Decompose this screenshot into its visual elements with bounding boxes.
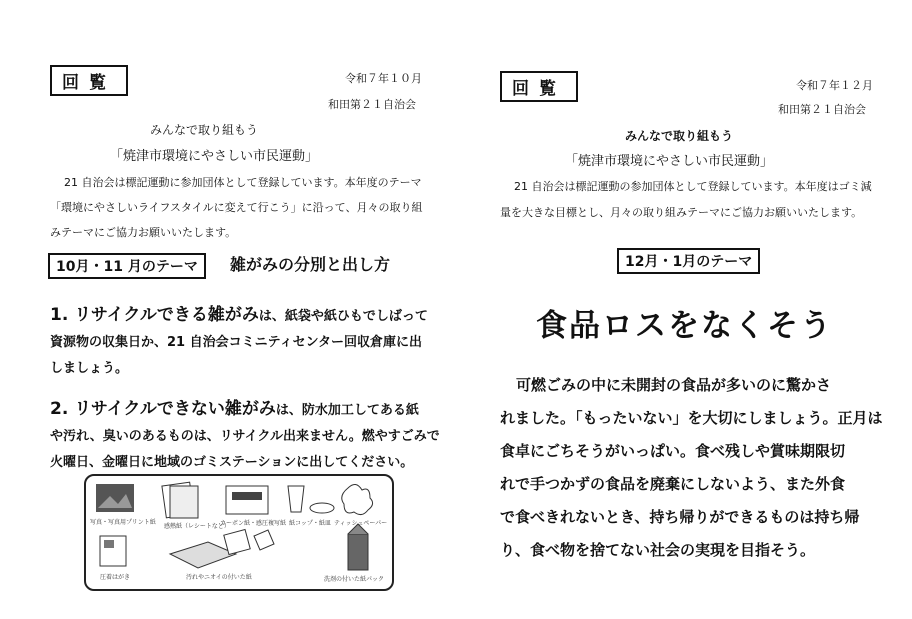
caption: 感熱紙（レシートなど） bbox=[164, 523, 230, 530]
pizza-box-icon bbox=[170, 542, 236, 568]
body-line: 21 自治会は標記運動に参加団体として登録しています。本年度のテーマ bbox=[64, 176, 422, 189]
list-item-non-recyclable bbox=[50, 396, 440, 476]
list-item-recyclable bbox=[50, 302, 440, 382]
body-line: 量を大きな目標とし、月々の取り組みテーマにご協力お願いいたします。 bbox=[500, 206, 863, 219]
paragraph-line: り、食べ物を捨てない社会の実現を目指そう。 bbox=[500, 541, 816, 559]
caption: カーボン紙・感圧複写紙 bbox=[220, 520, 287, 527]
caption: 圧着はがき bbox=[100, 574, 131, 581]
theme-label: 10月・11 月のテーマ bbox=[48, 253, 206, 279]
body-text bbox=[50, 176, 440, 240]
theme-title: 雑がみの分別と出し方 bbox=[230, 255, 391, 274]
tissue-icon bbox=[342, 484, 373, 514]
carbon-strip bbox=[232, 492, 262, 500]
intro-text: みんなで取り組もう bbox=[625, 129, 734, 143]
body-text bbox=[500, 180, 900, 220]
item-line: 火曜日、金曜日に地域のゴミステーションに出してください。 bbox=[50, 455, 414, 470]
body-line: 「環境にやさしいライフスタイルに変えて行こう」に沿って、月々の取り組 bbox=[50, 201, 423, 214]
item-rest: は、防水加工してある紙 bbox=[275, 403, 419, 418]
body-line: 21 自治会は標記運動の参加団体として登録しています。本年度はゴミ減 bbox=[514, 180, 872, 193]
receipt-icon bbox=[170, 486, 198, 518]
postcard-stamp bbox=[104, 540, 114, 548]
item-head: 1. リサイクルできる雑がみ bbox=[50, 305, 259, 325]
paragraph-line: 食卓にごちそうがいっぱい。食べ残しや賞味期限切 bbox=[500, 442, 846, 460]
caption: 汚れやニオイの付いた紙 bbox=[186, 574, 252, 581]
item-head: 2. リサイクルできない雑がみ bbox=[50, 399, 276, 419]
main-paragraph bbox=[500, 369, 900, 567]
item-line: や汚れ、臭いのあるものは、リサイクル出来ません。燃やすごみで bbox=[50, 429, 440, 444]
dirty-paper-icon bbox=[224, 529, 250, 554]
kairan-label: 回覧 bbox=[50, 65, 128, 96]
paper-plate-icon bbox=[310, 503, 334, 513]
date: 令和７年１０月 bbox=[345, 72, 422, 85]
dirty-paper-icon bbox=[254, 530, 274, 550]
caption: 紙コップ・紙皿 bbox=[289, 520, 331, 527]
intro-text: みんなで取り組もう bbox=[150, 123, 259, 137]
main-title: 食品ロスをなくそう bbox=[536, 308, 833, 344]
paragraph-line: 可燃ごみの中に未開封の食品が多いのに驚かさ bbox=[516, 376, 832, 394]
caption: 洗剤の付いた紙パック bbox=[324, 576, 385, 583]
campaign-title: 「焼津市環境にやさしい市民運動」 bbox=[110, 149, 319, 164]
item-line: しましょう。 bbox=[50, 361, 129, 376]
caption: ティッシュペーパー bbox=[334, 520, 388, 527]
paragraph-line: れで手つかずの食品を廃棄にしないよう、また外食 bbox=[500, 475, 846, 493]
kairan-label: 回覧 bbox=[500, 71, 578, 102]
paragraph-line: で食べきれないとき、持ち帰りができるものは持ち帰 bbox=[500, 508, 860, 526]
date: 令和７年１２月 bbox=[796, 79, 873, 92]
campaign-title: 「焼津市環境にやさしい市民運動」 bbox=[565, 154, 774, 169]
paragraph-line: れました。「もったいない」を大切にしましょう。正月は bbox=[500, 409, 883, 427]
theme-label: 12月・1月のテーマ bbox=[617, 248, 760, 274]
body-line: みテーマにご協力お願いいたします。 bbox=[50, 226, 237, 239]
paper-cup-icon bbox=[288, 486, 304, 512]
caption: 写真・写真用プリント紙 bbox=[90, 519, 156, 526]
illustration-panel bbox=[84, 474, 394, 591]
item-line: 資源物の収集日か、21 自治会コミニティセンター回収倉庫に出 bbox=[50, 335, 423, 350]
item-rest: は、紙袋や紙ひもでしばって bbox=[258, 309, 428, 324]
organization: 和田第２１自治会 bbox=[328, 98, 416, 111]
organization: 和田第２１自治会 bbox=[778, 103, 866, 116]
milk-carton-icon bbox=[348, 534, 368, 570]
